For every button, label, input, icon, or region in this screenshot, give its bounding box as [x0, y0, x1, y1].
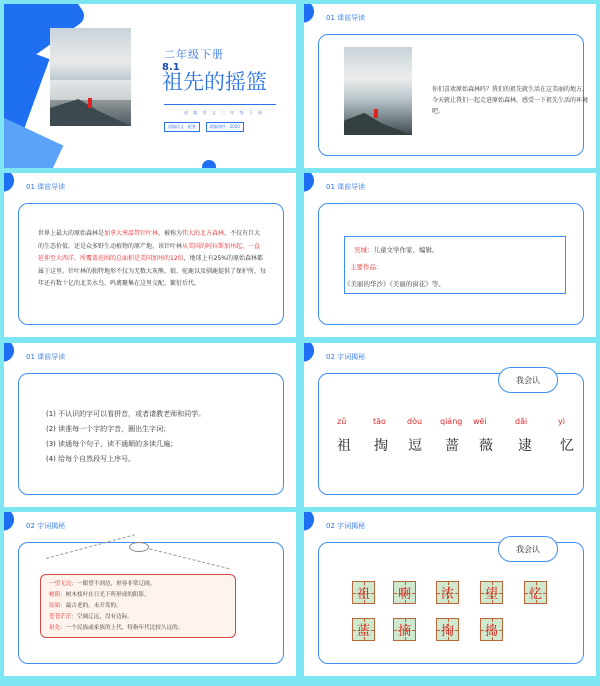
list-item: (4) 给每个自然段写上序号。 [46, 455, 136, 463]
decorative-dot [202, 160, 216, 168]
header-blob [304, 173, 316, 192]
header-blob [4, 173, 16, 192]
section-header: 01 课前导读 [26, 183, 66, 191]
list-item: (2) 读准每一个字的字音，圈出生字词； [46, 425, 171, 433]
pinyin: tāo [373, 417, 386, 426]
hanzi: 薇 [479, 438, 493, 454]
header-blob [304, 343, 316, 362]
char-tile[interactable]: 蓝 [352, 618, 375, 641]
tag: 部编语文 · 配套 [164, 122, 200, 132]
section-header: 02 字词揭秘 [326, 522, 366, 530]
cloud-label: 我会认 [498, 536, 558, 562]
pinyin: dòu [407, 417, 423, 426]
list-item: (1) 不认识的字可以看拼音，或者请教老师和同学。 [46, 410, 206, 418]
vocab-row: 一望无边：一眼望不到边，形容非常辽阔。 [49, 581, 156, 587]
slide-8-tiles[interactable] [304, 512, 596, 676]
lesson-title: 祖先的摇篮 [162, 70, 267, 94]
hanzi: 祖 [337, 438, 351, 454]
char-tile[interactable]: 捣 [480, 618, 503, 641]
pinyin: yì [558, 417, 565, 426]
cloud-label: 我会认 [498, 367, 558, 393]
char-tile[interactable]: 掏 [436, 618, 459, 641]
section-header: 01 课前导读 [326, 183, 366, 191]
hanzi: 逗 [408, 438, 422, 454]
section-header: 01 课前导读 [26, 353, 66, 361]
title-underline [164, 104, 276, 105]
pinyin: zǔ [337, 417, 347, 426]
pin-icon [129, 542, 149, 552]
pinyin: dǎi [515, 417, 528, 426]
section-header: 02 字词揭秘 [326, 353, 366, 361]
char-tile[interactable]: 摘 [393, 618, 416, 641]
char-tile[interactable]: 望 [480, 581, 503, 604]
header-blob [4, 343, 16, 362]
intro-text: 你们喜欢原始森林吗？我们的祖先就生活在这美丽的地方，今天就让我们一起走进原始森林，感受一下祖先生活的环境吧。 [432, 86, 589, 115]
slide-6-words[interactable] [304, 343, 596, 507]
list-item: (3) 读通每个句子，读不通顺的多读几遍； [46, 440, 178, 448]
hanzi: 掏 [374, 438, 388, 454]
hanzi: 忆 [560, 438, 574, 454]
author-line: 吴城：儿童文学作家、编辑。 [354, 246, 439, 254]
task-list [46, 407, 205, 467]
vocab-row: 原始：最古老的，未开发的。 [49, 603, 122, 609]
vocab-row: 树阴：树木枝叶在日光下所形成的阴影。 [49, 592, 150, 598]
header-blob [304, 512, 316, 531]
slide-2-intro[interactable] [304, 4, 596, 168]
pinyin: wēi [473, 417, 487, 426]
subtitle: 部 编 语 文 二 年 级 下 册 [184, 110, 265, 115]
slide-1-cover[interactable] [4, 4, 296, 168]
header-blob [304, 4, 316, 23]
char-tile[interactable]: 浓 [436, 581, 459, 604]
vocab-row: 祖先：一个民族或家族的上代，特指年代比较久远的。 [49, 625, 184, 631]
vocab-row: 苍苍茫茫：空阔辽远，没有边际。 [49, 614, 133, 620]
works-list: 《美丽的华沙》《美丽的窗花》等。 [344, 280, 445, 288]
section-header: 01 课前导读 [326, 14, 366, 22]
lesson-number: 8.1 [162, 62, 180, 73]
hanzi: 蔷 [445, 438, 459, 454]
works-label: 主要作品： [350, 263, 383, 271]
slide-4-author[interactable] [304, 173, 596, 337]
slide-7-vocab[interactable] [4, 512, 296, 676]
hanzi: 逮 [518, 438, 532, 454]
section-header: 02 字词揭秘 [26, 522, 66, 530]
forest-text: 世界上最大的原始森林是加拿大寒温带针叶林，被称为伟大的北方森林，不仅有巨大的生态价值，还是众多野生动植物的原产地。该针叶林从美国的阿拉斯加州起，一直延伸至大西洋，所覆盖范围的总面积是美国加州的12倍，地球上有25%的原始森林都属于这里。针叶林的独特地形不仅为无数大灰熊、狼、驼鹿以及驯鹿提供了保护所，每年还有数十亿的北美水鸟、鸣禽聚集在这里交配、繁衍后代。 [38, 230, 267, 287]
vocab-card [40, 574, 236, 638]
pinyin: qiáng [440, 417, 463, 426]
grade-label: 二年级下册 [164, 48, 224, 61]
slide-5-tasks[interactable] [4, 343, 296, 507]
mountain-photo [344, 47, 412, 135]
char-tile[interactable]: 忆 [524, 581, 547, 604]
header-blob [4, 512, 16, 531]
tag: 精编课件 · 2020 [206, 122, 244, 132]
char-tile[interactable]: 啊 [393, 581, 416, 604]
mountain-photo [50, 28, 131, 126]
char-tile[interactable]: 祖 [352, 581, 375, 604]
slide-3-forest[interactable] [4, 173, 296, 337]
